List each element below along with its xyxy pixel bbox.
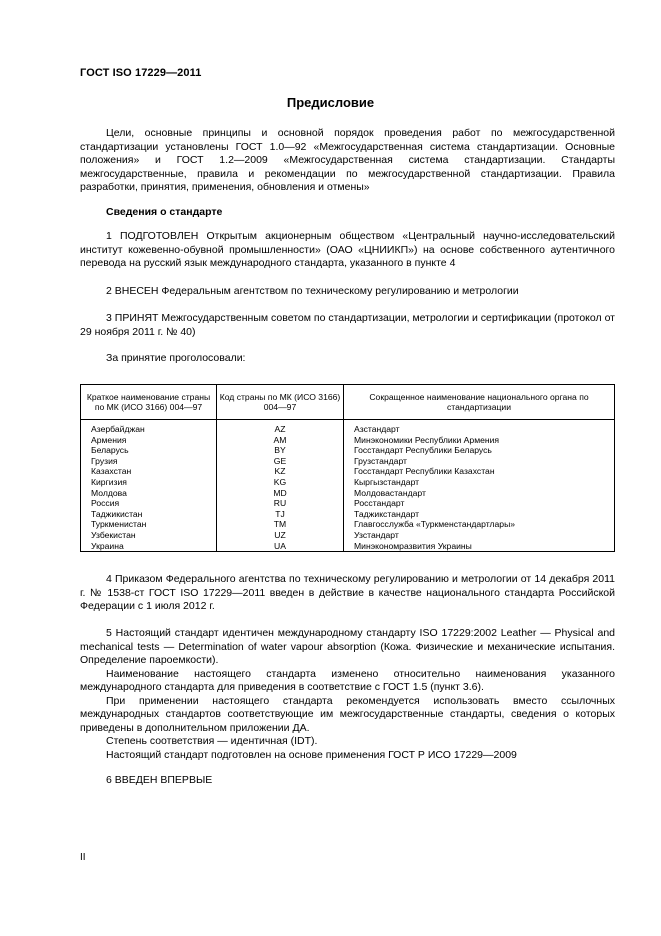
cell-country: Азербайджан [81, 420, 217, 435]
table-row [81, 509, 615, 520]
section-title: Сведения о стандарте [106, 206, 223, 218]
cell-body: Минэкономразвития Украины [344, 541, 615, 552]
cell-code: MD [217, 488, 344, 499]
cell-country: Армения [81, 435, 217, 446]
table-row [81, 498, 615, 509]
item-5: 5 Настоящий стандарт идентичен международному стандарту ISO 17229:2002 Leather — Physical and mechanical tests — Determination of water vapour absorption (Кожа. Физические и механические испытания. Определение пароемкости). Наименование настоящего стандарта изменено относительно наименования указанного международного стандарта для приведения в соответствие с ГОСТ 1.5 (пункт 3.6). При применении настоящего стандарта рекомендуется использовать вместо ссылочных международных стандартов соответствующие им межгосударственные стандарты, сведения о которых приведены в дополнительном приложении ДА. Степень соответствия — идентичная (IDT). Настоящий стандарт подготовлен на основе применения ГОСТ Р ИСО 17229—2009 [80, 627, 615, 761]
table-row [81, 420, 615, 435]
cell-body: Молдовастандарт [344, 488, 615, 499]
cell-body: Узстандарт [344, 530, 615, 541]
cell-code: GE [217, 456, 344, 467]
cell-country: Россия [81, 498, 217, 509]
cell-body: Росстандарт [344, 498, 615, 509]
item-5-conformity: Степень соответствия — идентичная (IDT). [106, 735, 318, 747]
cell-body: Кыргызстандарт [344, 477, 615, 488]
item-6: 6 ВВЕДЕН ВПЕРВЫЕ [106, 774, 213, 786]
cell-code: UZ [217, 530, 344, 541]
cell-code: AM [217, 435, 344, 446]
column-header-body: Сокращенное наименование национального органа по стандартизации [344, 385, 615, 420]
document-code: ГОСТ ISO 17229—2011 [80, 67, 202, 79]
cell-country: Киргизия [81, 477, 217, 488]
table-row [81, 530, 615, 541]
cell-code: TJ [217, 509, 344, 520]
intro-paragraph: Цели, основные принципы и основной порядок проведения работ по межгосударственной стандартизации установлены ГОСТ 1.0—92 «Межгосударственная система стандартизации. Основные положения» и ГОСТ 1.2—2009 «Межгосударственная система стандартизации. Стандарты межгосударственные, правила и рекомендации по межгосударственной стандартизации. Правила разработки, принятия, применения, обновления и отмены» [80, 127, 615, 193]
cell-body: Таджикстандарт [344, 509, 615, 520]
cell-body: Госстандарт Республики Беларусь [344, 445, 615, 456]
cell-body: Госстандарт Республики Казахстан [344, 466, 615, 477]
cell-code: BY [217, 445, 344, 456]
cell-country: Казахстан [81, 466, 217, 477]
cell-body: Главгосслужба «Туркменстандартлары» [344, 519, 615, 530]
table-row [81, 519, 615, 530]
item-2: 2 ВНЕСЕН Федеральным агентством по техническому регулированию и метрологии [106, 285, 519, 297]
column-header-country: Краткое наименование страны по МК (ИСО 3166) 004—97 [81, 385, 217, 420]
cell-country: Узбекистан [81, 530, 217, 541]
cell-code: TM [217, 519, 344, 530]
page-number: II [80, 852, 86, 863]
column-header-code: Код страны по МК (ИСО 3166) 004—97 [217, 385, 344, 420]
cell-country: Молдова [81, 488, 217, 499]
table-row [81, 477, 615, 488]
cell-code: AZ [217, 420, 344, 435]
item-4: 4 Приказом Федерального агентства по техническому регулированию и метрологии от 14 декабря 2011 г. № 1538-ст ГОСТ ISO 17229—2011 введен в действие в качестве национального стандарта Российской Федерации с 1 июля 2012 г. [80, 573, 615, 612]
cell-code: KZ [217, 466, 344, 477]
table-row [81, 466, 615, 477]
cell-country: Украина [81, 541, 217, 552]
cell-code: UA [217, 541, 344, 552]
cell-body: Азстандарт [344, 420, 615, 435]
table-row [81, 435, 615, 446]
item-5-application-note: При применении настоящего стандарта рекомендуется использовать вместо ссылочных международных стандартов соответствующие им межгосударственные стандарты, сведения о которых приведены в дополнительном приложении ДА. [80, 694, 615, 734]
item-3: 3 ПРИНЯТ Межгосударственным советом по стандартизации, метрологии и сертификации (протокол от 29 ноября 2011 г. № 40) [80, 312, 615, 338]
table-row [81, 541, 615, 552]
voted-label: За принятие проголосовали: [106, 352, 246, 364]
cell-country: Туркменистан [81, 519, 217, 530]
table-row [81, 456, 615, 467]
member-states-table [80, 384, 615, 552]
item-1: 1 ПОДГОТОВЛЕН Открытым акционерным обществом «Центральный научно-исследовательский институт кожевенно-обувной промышленности» (ОАО «ЦНИИКП») на основе собственного аутентичного перевода на русский язык международного стандарта, указанного в пункте 4 [80, 230, 615, 269]
cell-body: Минэкономики Республики Армения [344, 435, 615, 446]
item-5-basis: Настоящий стандарт подготовлен на основе применения ГОСТ Р ИСО 17229—2009 [106, 748, 517, 761]
table-row [81, 488, 615, 499]
cell-country: Грузия [81, 456, 217, 467]
table-header-row [81, 385, 615, 420]
item-5-name-change: Наименование настоящего стандарта изменено относительно наименования указанного международного стандарта для приведения в соответствие с ГОСТ 1.5 (пункт 3.6). [80, 667, 615, 693]
cell-body: Грузстандарт [344, 456, 615, 467]
cell-code: RU [217, 498, 344, 509]
page-title: Предисловие [286, 95, 375, 110]
cell-country: Таджикистан [81, 509, 217, 520]
table-row [81, 445, 615, 456]
cell-code: KG [217, 477, 344, 488]
cell-country: Беларусь [81, 445, 217, 456]
